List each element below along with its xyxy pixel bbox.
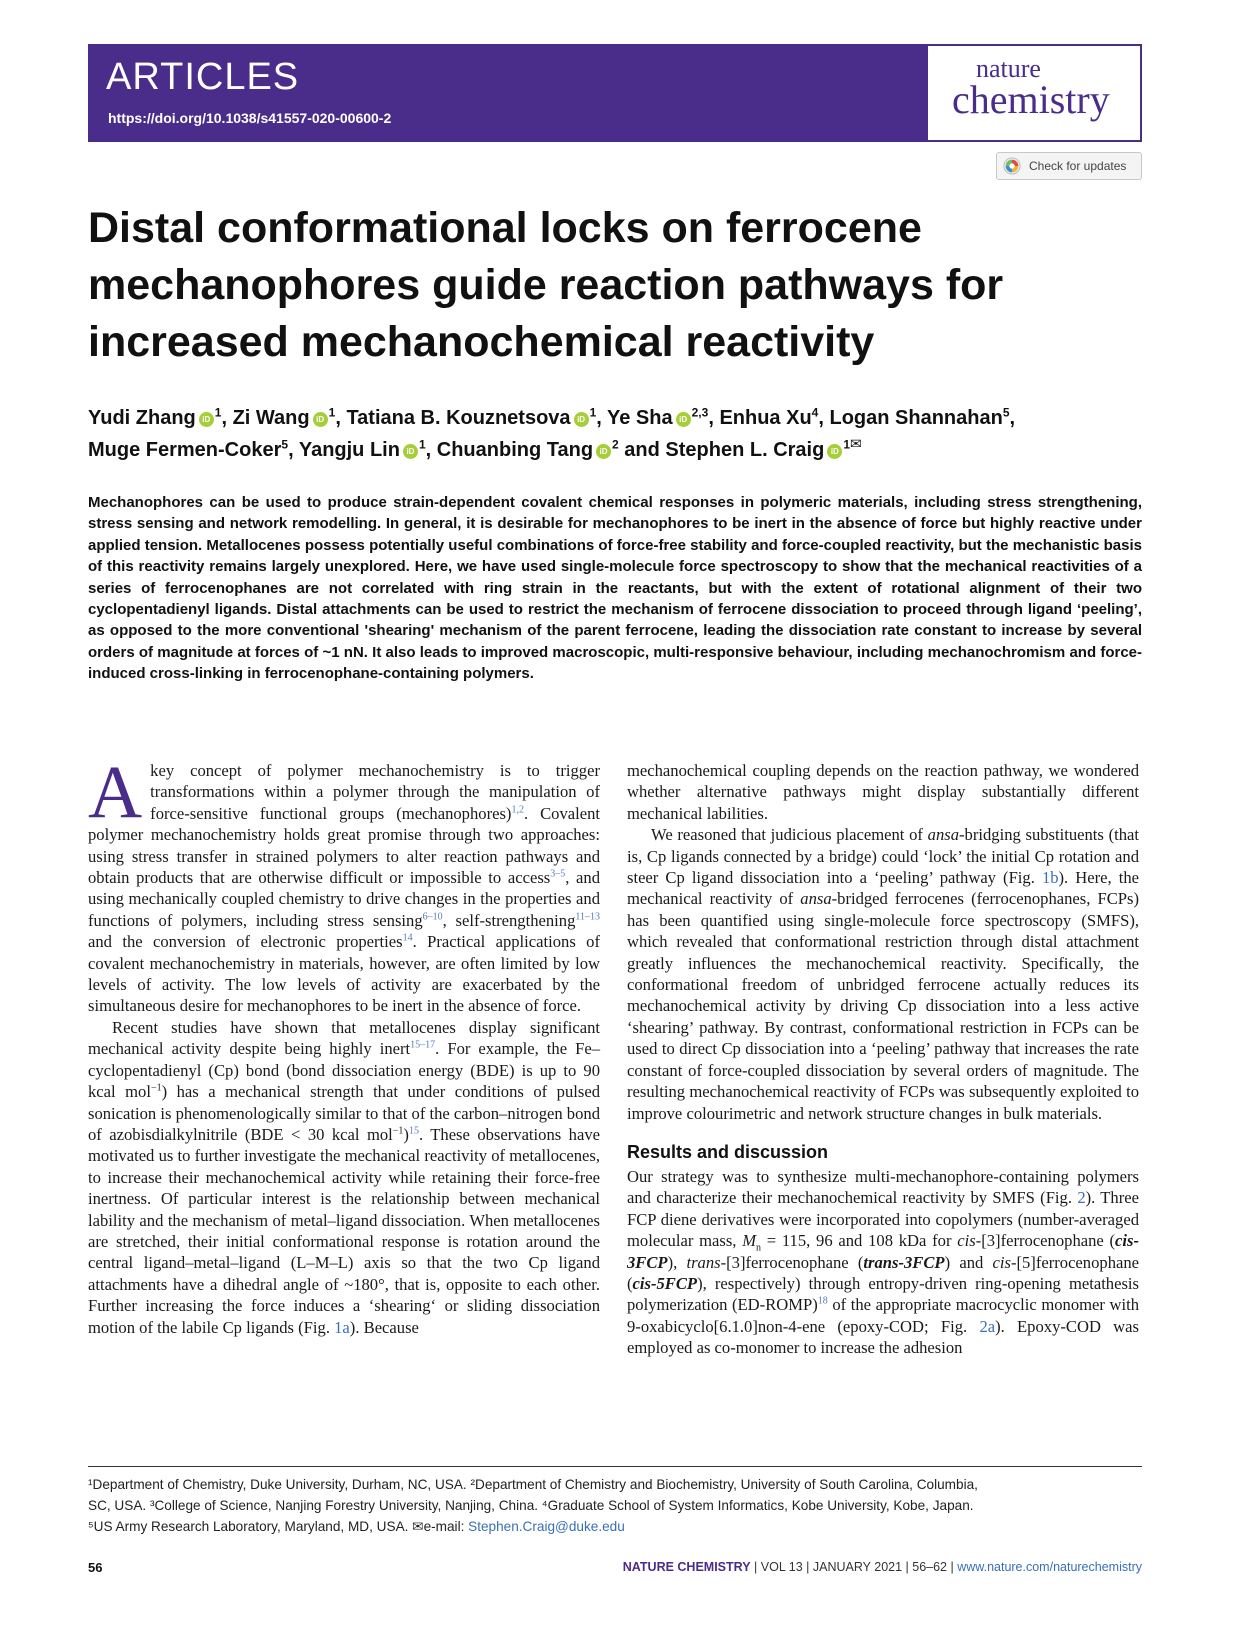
- citation-ref[interactable]: 18: [817, 1295, 828, 1307]
- paragraph-strategy: [627, 824, 1139, 1124]
- citation-ref[interactable]: 11–13: [575, 911, 601, 923]
- author-name[interactable]: [88, 439, 288, 461]
- text-run: ). Here, the mechanical reactivity of: [627, 868, 1140, 909]
- author-separator: and: [618, 439, 666, 461]
- text-run: ) and: [944, 1252, 993, 1272]
- orcid-icon[interactable]: iD: [313, 412, 328, 427]
- author-name-text: Enhua Xu: [719, 407, 812, 429]
- orcid-icon[interactable]: iD: [403, 444, 418, 459]
- affiliation-line: ¹Department of Chemistry, Duke University, Durham, NC, USA. ²Department of Chemistry and Biochemistry, University of South Carolina, Columbia,: [88, 1477, 978, 1492]
- author-separator: ,: [1009, 407, 1016, 429]
- body-column-left: [88, 751, 601, 1338]
- text-run: . Practical applications of covalent mechanochemistry in materials, however, are often limited by low levels of activity. The low levels of activity are exacerbated by the simultaneous desire for mechanophores to be inert in the absence of force.: [88, 932, 600, 1016]
- author-name[interactable]: [233, 407, 336, 429]
- text-run: . Covalent polymer mechanochemistry holds great promise through two approaches: using stress transfer in strained polymers to alter reaction pathways and obtain products that are otherwise difficult or impossible to access: [88, 803, 600, 888]
- author-name-text: Yudi Zhang: [88, 407, 196, 429]
- text-run: of the appropriate macrocyclic monomer with 9-oxabicyclo[6.1.0]non-4-ene (epoxy-COD; Fig.: [627, 1295, 1139, 1336]
- compound-label: cis-5FCP: [632, 1273, 698, 1293]
- crossmark-icon: [1003, 157, 1021, 175]
- paragraph-metallocenes: [88, 1017, 600, 1338]
- affiliation-superscript: 2: [612, 437, 619, 452]
- author-name[interactable]: [346, 407, 596, 429]
- paragraph-intro: [88, 751, 601, 1017]
- author-name-text: Stephen L. Craig: [665, 439, 825, 461]
- doi-link[interactable]: https://doi.org/10.1038/s41557-020-00600-2: [108, 110, 392, 126]
- superscript: −1: [150, 1082, 162, 1094]
- text-run: -bridged ferrocenes (ferrocenophanes, FCPs) has been quantified using single-molecule force spectroscopy (SMFS), which revealed that conformational restriction through distal attachment greatly influences the mechanochemical reactivity. Specifically, the conformational freedom of unbridged ferrocene actually reduces its mechanochemical activity by driving Cp dissociation into a less active ‘shearing’ pathway. By contrast, conformational restriction in FCPs can be used to direct Cp dissociation into a ‘peeling’ pathway that increases the rate constant of force-coupled dissociation by several orders of magnitude. The resulting mechanochemical reactivity of FCPs was subsequently exploited to improve colourimetric and network structure changes in bulk materials.: [627, 889, 1139, 1123]
- affiliation-superscript: 4: [811, 405, 819, 420]
- compound-label: trans-3FCP: [863, 1252, 945, 1272]
- author-separator: ,: [425, 439, 437, 461]
- author-name[interactable]: [299, 439, 426, 461]
- author-separator: ,: [708, 407, 720, 429]
- author-name[interactable]: [719, 407, 818, 429]
- article-title: Distal conformational locks on ferrocene mechanophores guide reaction pathways for increased mechanochemical reactivity: [88, 204, 1004, 366]
- footer-url-link[interactable]: www.nature.com/naturechemistry: [957, 1560, 1142, 1574]
- text-run: and the conversion of electronic properties: [88, 932, 403, 952]
- email-link[interactable]: Stephen.Craig@duke.edu: [468, 1519, 625, 1534]
- figure-ref[interactable]: 1b: [1041, 868, 1059, 888]
- paragraph-results: [627, 1166, 1139, 1359]
- author-separator: ,: [818, 407, 830, 429]
- author-name-text: Zi Wang: [232, 407, 310, 429]
- author-name-text: Ye Sha: [607, 407, 673, 429]
- author-separator: ,: [221, 407, 233, 429]
- text-run: ): [403, 1124, 409, 1144]
- author-list: [88, 402, 1148, 466]
- text-run: ). Three FCP diene derivatives were incorporated into copolymers (number-averaged molecular mass,: [627, 1188, 1139, 1251]
- citation-ref[interactable]: 1,2: [511, 804, 524, 816]
- paragraph-continued: mechanochemical coupling depends on the reaction pathway, we wondered whether alternative pathways might display substantially different mechanical labilities.: [627, 761, 1139, 823]
- orcid-icon[interactable]: iD: [596, 444, 611, 459]
- text-run: ),: [667, 1252, 687, 1272]
- affiliation-superscript: 1: [328, 405, 336, 420]
- footer-citation: [623, 1560, 1142, 1574]
- section-label: ARTICLES: [106, 56, 300, 98]
- text-run: -[3]ferrocenophane (: [720, 1252, 864, 1272]
- author-name-text: Logan Shannahan: [829, 407, 1003, 429]
- citation-ref[interactable]: 14: [402, 932, 413, 944]
- affiliation-superscript: 2,3: [691, 405, 709, 420]
- italic-term: ansa: [800, 889, 832, 909]
- orcid-icon[interactable]: iD: [199, 412, 214, 427]
- affiliation-superscript: 1: [418, 437, 426, 452]
- superscript: −1: [392, 1125, 404, 1137]
- envelope-icon[interactable]: ✉: [850, 435, 862, 452]
- text-run: . For example, the Fe–cyclopentadienyl (Cp) bond (bond dissociation energy (BDE) is up to 90 kcal mol: [88, 1039, 600, 1102]
- text-run: = 115, 96 and 108 kDa for: [761, 1231, 958, 1251]
- orcid-icon[interactable]: iD: [574, 412, 589, 427]
- footnote-divider: [88, 1466, 1142, 1467]
- italic-term: ansa: [927, 825, 960, 845]
- affiliation-line: [88, 1516, 1142, 1537]
- author-name-text: Chuanbing Tang: [436, 439, 594, 461]
- figure-ref[interactable]: 2: [1077, 1188, 1086, 1208]
- citation-ref[interactable]: 3–5: [550, 868, 566, 880]
- author-name-text: Muge Fermen-Coker: [88, 439, 282, 461]
- italic-term: trans: [686, 1252, 721, 1272]
- text-run: -[3]ferrocenophane (: [975, 1231, 1116, 1251]
- text-run: , self-strengthening: [442, 910, 576, 930]
- logo-chemistry-text: chemistry: [952, 77, 1110, 122]
- check-updates-label: Check for updates: [1029, 159, 1127, 173]
- text-run: ) has a mechanical strength that under conditions of pulsed sonication is phenomenologically similar to that of the carbon–nitrogen bond of azobisdialkylnitrile (BDE < 30 kcal mol: [88, 1082, 600, 1144]
- footer-issue: | VOL 13 | JANUARY 2021 | 56–62 |: [750, 1560, 958, 1574]
- author-separator: ,: [288, 439, 299, 461]
- text-run: key concept of polymer mechanochemistry is to trigger transformations within a polymer through the manipulation of force-sensitive functional groups (mechanophores): [150, 761, 600, 823]
- footer-journal-name: NATURE CHEMISTRY: [622, 1560, 751, 1574]
- text-run: ⁵US Army Research Laboratory, Maryland, MD, USA. ✉e-mail:: [88, 1519, 469, 1534]
- section-heading-results: Results and discussion: [627, 1141, 829, 1162]
- journal-header-banner: [88, 44, 1142, 142]
- text-run: ), respectively) through entropy-driven ring-opening metathesis polymerization (ED-ROMP): [627, 1273, 1139, 1315]
- italic-symbol: M: [742, 1231, 757, 1251]
- author-separator: ,: [596, 407, 608, 429]
- journal-logo[interactable]: [940, 56, 1136, 120]
- author-separator: ,: [335, 407, 347, 429]
- affiliation-superscript: 1: [843, 437, 850, 452]
- author-name[interactable]: [437, 439, 619, 461]
- italic-term: cis: [957, 1231, 976, 1251]
- author-name-text: Yangju Lin: [298, 439, 400, 461]
- logo-nature-text: nature: [976, 54, 1041, 83]
- check-for-updates-button[interactable]: [996, 152, 1142, 180]
- text-run: We reasoned that judicious placement of: [651, 825, 928, 845]
- text-run: -bridging substituents (that is, Cp ligands connected by a bridge) could ‘lock’ the initial Cp rotation and steer Cp ligand dissociation into a ‘peeling’ pathway (Fig.: [627, 825, 1139, 888]
- subscript: n: [756, 1242, 762, 1254]
- abstract: Mechanophores can be used to produce strain-dependent covalent chemical responses in polymeric materials, including stress strengthening, stress sensing and network remodelling. In general, it is desirable for mechanophores to be inert in the absence of force but highly reactive under applied tension. Metallocenes possess potentially useful combinations of force-free stability and force-coupled reactivity, but the mechanistic basis of this reactivity remains largely unexplored. Here, we have used single-molecule force spectroscopy to show that the mechanical reactivities of a series of ferrocenophanes are not correlated with ring strain in the reactants, but with the extent of rotational alignment of their two cyclopentadienyl ligands. Distal attachments can be used to restrict the mechanism of ferrocene dissociation to proceed through ligand ‘peeling’, as opposed to the more conventional 'shearing' mechanism of the parent ferrocene, leading the dissociation rate constant to increase by several orders of magnitude at forces of ~1 nN. It also leads to improved macroscopic, multi-responsive behaviour, including mechanochromism and force-induced cross-linking in ferrocenophane-containing polymers.: [88, 494, 1142, 683]
- affiliation-superscript: 5: [281, 437, 289, 452]
- orcid-icon[interactable]: iD: [827, 444, 842, 459]
- affiliations-footnote: [88, 1474, 1142, 1537]
- author-name[interactable]: [88, 407, 221, 429]
- text-run: , and using mechanically coupled chemistry to drive changes in the properties and functions of polymers, including stress sensing: [88, 868, 600, 930]
- citation-ref[interactable]: 15: [408, 1125, 419, 1137]
- citation-ref[interactable]: 6–10: [422, 911, 443, 923]
- citation-ref[interactable]: 15–17: [410, 1039, 436, 1051]
- text-run: Recent studies have shown that metallocenes display significant mechanical activity despite being highly inert: [88, 1017, 600, 1059]
- text-run: Our strategy was to synthesize multi-mechanophore-containing polymers and characterize their mechanochemical reactivity by SMFS (Fig.: [627, 1166, 1139, 1208]
- affiliation-superscript: 1: [589, 405, 597, 420]
- text-run: ). Because: [349, 1317, 419, 1337]
- text-run: ). Epoxy-COD was employed as co-monomer to increase the adhesion: [627, 1316, 1139, 1358]
- author-name-text: Tatiana B. Kouznetsova: [346, 407, 571, 429]
- affiliation-superscript: 5: [1002, 405, 1010, 420]
- italic-term: cis: [992, 1252, 1011, 1272]
- body-column-right: [627, 760, 1139, 1359]
- orcid-icon[interactable]: iD: [676, 412, 691, 427]
- author-name[interactable]: [665, 435, 862, 461]
- author-name[interactable]: [607, 407, 708, 429]
- author-name[interactable]: [829, 407, 1009, 429]
- text-run: -[5]ferrocenophane (: [627, 1252, 1140, 1293]
- affiliation-superscript: 1: [214, 405, 222, 420]
- page-number: 56: [88, 1560, 103, 1575]
- figure-ref[interactable]: 2a: [979, 1316, 996, 1336]
- affiliation-line: SC, USA. ³College of Science, Nanjing Forestry University, Nanjing, China. ⁴Graduate School of System Informatics, Kobe University, Kobe, Japan.: [88, 1498, 974, 1513]
- drop-cap: A: [88, 751, 143, 834]
- figure-ref[interactable]: 1a: [334, 1317, 350, 1337]
- text-run: . These observations have motivated us to further investigate the mechanical reactivity of metallocenes, to increase their mechanochemical activity while retaining their force-free inertness. Of particular interest is the relationship between mechanical lability and the mechanism of metal–ligand dissociation. When metallocenes are stretched, their initial conformational response is rotation around the central ligand–metal–ligand (L–M–L) axis so that the two Cp ligand attachments have a dihedral angle of ~180°, that is, opposite to each other. Further increasing the force induces a ‘shearing‘ or sliding dissociation motion of the labile Cp ligands (Fig.: [88, 1124, 600, 1337]
- compound-label: cis-3FCP: [627, 1231, 1140, 1272]
- header-section-bar: [90, 46, 928, 140]
